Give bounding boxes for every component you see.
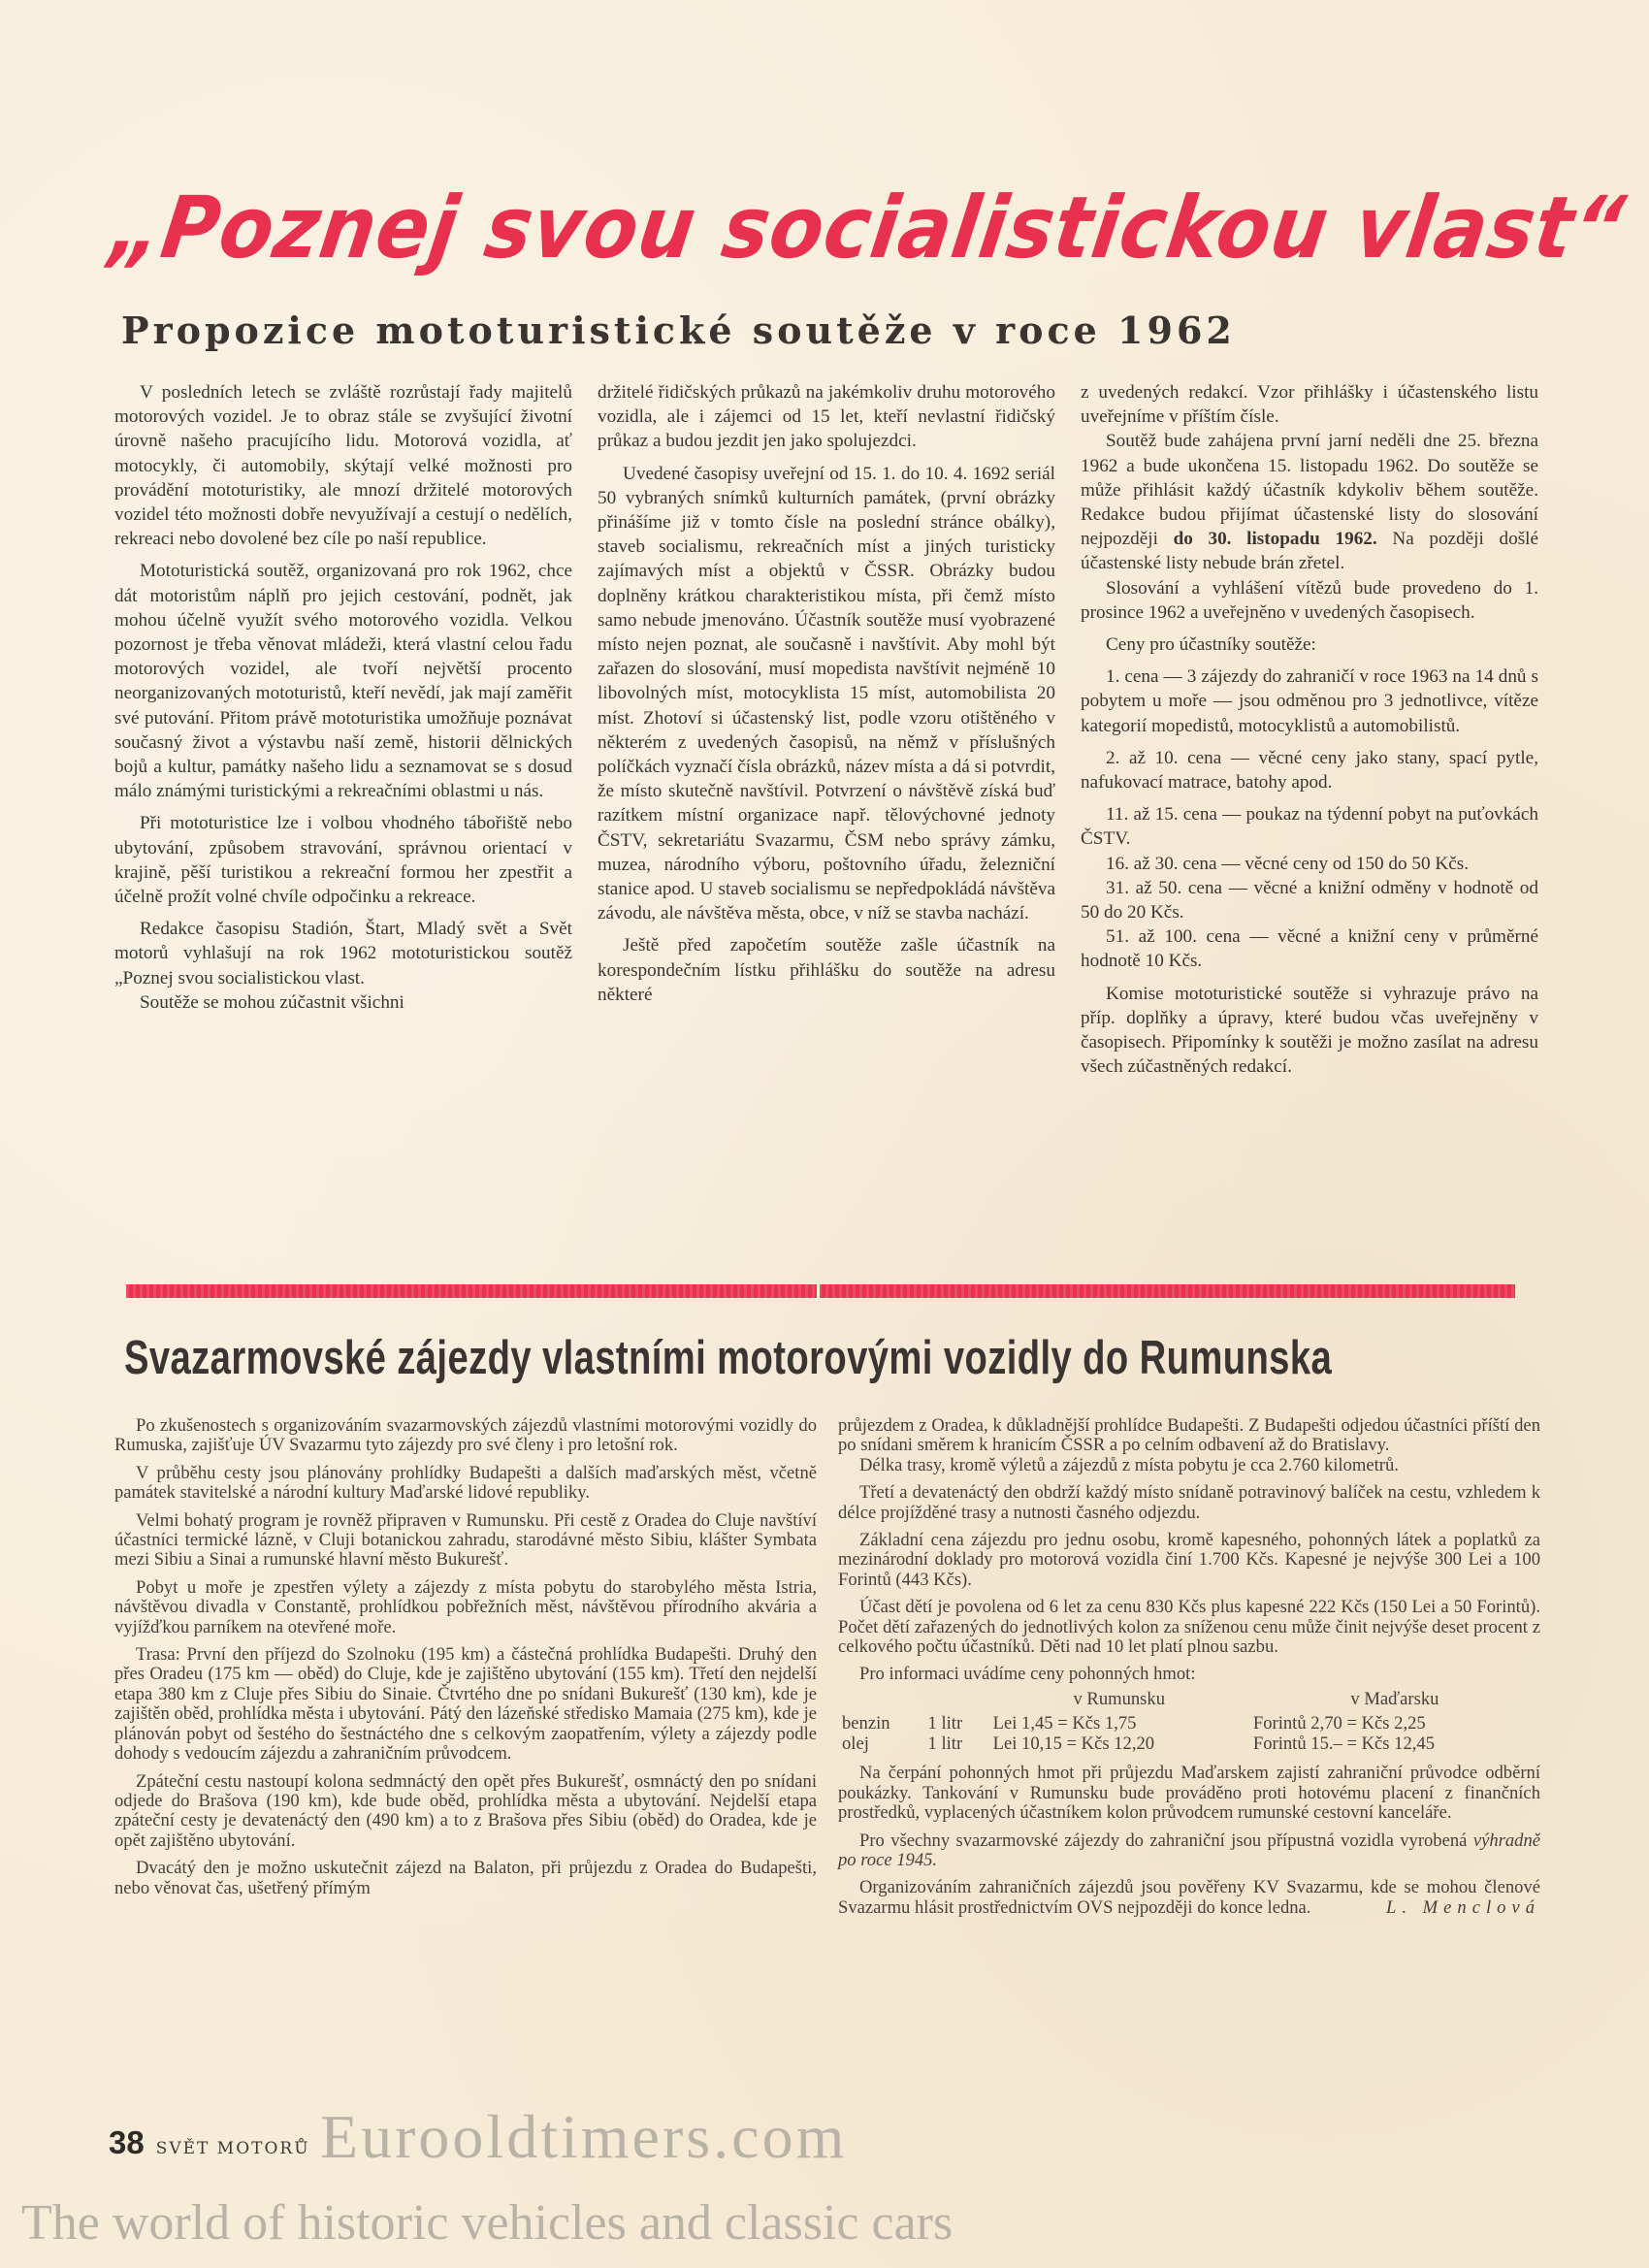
paragraph: Redakce časopisu Stadión, Štart, Mladý svět a Svět motorů vyhlašují na rok 1962 mototuristickou soutěž „Poznej svou socialistickou vlast. (114, 919, 572, 988)
article1-column-3 (1081, 380, 1538, 1086)
paragraph (838, 1878, 1540, 1918)
article-script-title: „Poznej svou socialistickou vlast“ (104, 178, 1632, 277)
paragraph: Mototuristická soutěž, organizovaná pro rok 1962, chce dát motoristům náplň pro jejich cestování, podnět, jak mohou účelně využít svého motorového vozidla. Velkou pozornost je třeba věnovat mládeži, která vlastní celou řadu motorových vozidel, ale tvoří největší procento neorganizovaných mototuristů, kteří nevědí, jak mají zaměřit své putování. Přitom právě mototuristika umožňuje poznávat současný život a výstavbu naší země, historii dělnických bojů a kultur, památky našeho lidu a seznamovat se s dosud málo známými turistickými a rekreačními oblastmi u nás. (114, 561, 572, 802)
fuel-row-benzin (838, 1713, 1540, 1733)
paragraph: Zpáteční cestu nastoupí kolona sedmnáctý den opět přes Bukurešť, osmnáctý den po snídani odjede do Brašova (190 km), kde bude oběd, prohlídka města a ubytování. Nejdelší etapa zpáteční cesty je devatenáctý den (490 km) a to z Brašova přes Sibiu (oběd) do Oradea, kde je opět zajištěno ubytování. (114, 1770, 817, 1851)
paragraph: Uvedené časopisy uveřejní od 15. 1. do 10. 4. 1692 seriál 50 vybraných snímků kulturních památek, (první obrázky přinášíme již v tomto čísle na poslední stránce obálky), staveb socialismu, rekreačních míst a jiných turisticky zajímavých míst a objektů v ČSSR. Obrázky budou doplněny krátkou charakteristikou místa, při čemž místo samo nebude jmenováno. Účastník soutěže musí vyobrazené místo nejen poznat, ale současně i navštívit. Aby mohl být zařazen do slosování, musí mopedista navštívit nejméně 10 libovolných míst, motocyklista 15 míst, automobilista 20 míst. Zhotoví si účastenský list, podle vzoru otištěného v některém z uvedených časopisů, na němž v příslušných políčkách vyznačí čísla obrázků, název místa a dá si potvrdit, že místo skutečně navštívil. Potvrzení o návštěvě získá buď razítkem místní organizace např. tělovýchovné jednoty ČSTV, sekretariátu Svazarmu, ČSM nebo správy zámku, muzea, národního výboru, poštovního úřadu, železniční stanice apod. U staveb socialismu se nepředpokládá návštěva závodu, ale návštěva města, obce, v níž se stavba nachází. (598, 463, 1055, 924)
article-subtitle: Propozice mototuristické soutěže v roce 1962 (121, 308, 1236, 352)
prize-item: 11. až 15. cena — poukaz na týdenní pobyt na puťovkách ČSTV. (1081, 804, 1538, 850)
fuel-price-table (838, 1689, 1540, 1754)
red-divider-bar (126, 1284, 1515, 1298)
watermark-tagline: The world of historic vehicles and classic cars (21, 2195, 954, 2251)
article1-column-1 (114, 380, 572, 1086)
paragraph: průjezdem z Oradea, k důkladnější prohlídce Budapešti. Z Budapešti odjedou účastníci příští den po snídani směrem k hranicím ČSSR a po celním odbavení až do Bratislavy. (838, 1415, 1540, 1456)
paragraph: Při mototuristice lze i volbou vhodného tábořiště nebo ubytování, způsobem stravování, správnou orientací v krajině, pěší turistikou a rekreační formou her zpestřit a účelně prožít volné chvíle odpočinku a rekreace. (114, 813, 572, 908)
fuel-item: olej (842, 1733, 869, 1755)
magazine-name: SVĚT MOTORŮ (155, 2139, 310, 2158)
fuel-price-romania: Lei 1,45 = Kčs 1,75 (992, 1713, 1137, 1734)
prize-item: 31. až 50. cena — věcné a knižní odměny v hodnotě od 50 do 20 Kčs. (1081, 877, 1538, 923)
prize-item: 1. cena — 3 zájezdy do zahraničí v roce 1963 na 14 dnů s pobytem u moře — jsou odměnou pro 3 jednotlivce, vítěze kategorií mopedistů, motocyklistů a automobilistů. (1081, 666, 1538, 736)
emphasis-italic: výhradně po roce 1945. (838, 1830, 1540, 1870)
prize-item: 2. až 10. cena — věcné ceny jako stany, spací pytle, nafukovací matrace, batohy apod. (1081, 747, 1538, 794)
paragraph: Slosování a vyhlášení vítězů bude provedeno do 1. prosince 1962 a uveřejněno v uvedených časopisech. (1081, 577, 1538, 623)
article2-body (114, 1416, 1540, 1926)
fuel-header-cell (838, 1689, 924, 1713)
paragraph: Trasa: První den příjezd do Szolnoku (195 km) a částečná prohlídka Budapešti. Druhý den přes Oradeu (175 km — oběd) do Cluje, kde je zajištěno ubytování (155 km). Třetí den nejdelší etapa 380 km z Cluje přes Sibiu do Sinaie. Čtvrtého dne po snídani Bukurešť (130 km), kde je zajištěn oběd, prohlídka města i ubytování. Pátý den lázeňské středisko Mamaia (275 km), kde je plánován pobyt od šestého do šestnáctého dne s celkovým zaopatřením, výlety a zájezdy podle dohody s vedoucím zájezdu a zahraničním průvodcem. (114, 1644, 817, 1765)
paragraph: Účast dětí je povolena od 6 let za cenu 830 Kčs plus kapesné 222 Kčs (150 Lei a 50 Forintů). Počet dětí zařazených do jednotlivých kolon za sníženou cenu může činit nejvýše deset procent z celkového počtu účastníků. Děti nad 10 let platí plnou sazbu. (838, 1597, 1540, 1658)
fuel-price-romania: Lei 10,15 = Kčs 12,20 (992, 1733, 1155, 1755)
deadline-bold: do 30. listopadu 1962. (1173, 529, 1377, 550)
paragraph: držitelé řidičských průkazů na jakémkoliv druhu motorového vozidla, ale i zájemci od 15 let, kteří nevlastní řidičský průkaz a budou jezdit jen jako spolujezdci. (598, 382, 1055, 452)
divider-gap (817, 1282, 820, 1300)
fuel-item: benzin (842, 1713, 890, 1734)
article1-column-2 (598, 380, 1055, 1086)
fuel-price-hungary: Forintů 15.– = Kčs 12,45 (1252, 1733, 1436, 1755)
fuel-unit: 1 litr (927, 1713, 963, 1734)
page-number: 38 (109, 2124, 145, 2160)
paragraph: Délka trasy, kromě výletů a zájezdů z místa pobytu je cca 2.760 kilometrů. (859, 1454, 1399, 1475)
text: Organizováním zahraničních zájezdů jsou pověřeny KV Svazarmu, kde se mohou členové Svazarmu hlásit prostřednictvím OVS nejpozději do konce ledna. (838, 1877, 1540, 1918)
fuel-table-header (838, 1689, 1540, 1713)
paragraph: Po zkušenostech s organizováním svazarmovských zájezdů vlastními motorovými vozidly do Rumuska, zajišťuje ÚV Svazarmu tyto zájezdy pro své členy i pro letošní rok. (114, 1415, 817, 1456)
article1-body (114, 380, 1540, 1086)
paragraph: Na čerpání pohonných hmot při průjezdu Maďarskem zajistí zahraniční průvodce odběrní poukázky. Tankování v Rumunsku bude prováděno proti hotovému placení z finančních prostředků, vyplacených účastníkem kolon průvodcem rumunské cestovní kanceláře. (838, 1763, 1540, 1824)
fuel-price-hungary: Forintů 2,70 = Kčs 2,25 (1252, 1713, 1426, 1734)
text: Na později došlé účastenské listy nebude brán zřetel. (1081, 529, 1539, 574)
fuel-header-cell (924, 1689, 989, 1713)
paragraph: Základní cena zájezdu pro jednu osobu, kromě kapesného, pohonných látek a poplatků za mezinárodní doklady pro motorová vozidla činí 1.700 Kčs. Kapesné je nejvýše 300 Lei a 100 Forintů (443 Kčs). (838, 1530, 1540, 1590)
prize-item: 51. až 100. cena — věcné a knižní ceny v průměrné hodnotě 10 Kčs. (1081, 926, 1538, 972)
paragraph (1081, 429, 1538, 575)
paragraph: V posledních letech se zvláště rozrůstají řady majitelů motorových vozidel. Je to obraz stále se zvyšující životní úrovně našeho pracujícího lidu. Motorová vozidla, ať motocykly, či automobily, skýtají velké možnosti pro provádění mototuristiky, ale mnozí držitelé motorových vozidel této možnosti dobře nevyužívají a cestují o nedělích, rekreaci nebo dovolené bez cíle po naší republice. (114, 382, 572, 550)
paragraph: Pobyt u moře je zpestřen výlety a zájezdy z místa pobytu do starobylého města Istria, návštěvou divadla v Constantě, prohlídkou pobřežních měst, návštěvou přírodního akvária a vyjížďkou parníkem na otevřené moře. (114, 1576, 817, 1637)
text: Pro všechny svazarmovské zájezdy do zahraniční jsou přípustná vozidla vyrobená (859, 1830, 1468, 1851)
prize-item: 16. až 30. cena — věcné ceny od 150 do 50 Kčs. (1106, 853, 1470, 874)
article2-column-2 (838, 1416, 1540, 1926)
author-signature: L. Menclová (1386, 1896, 1540, 1918)
fuel-unit: 1 litr (927, 1733, 963, 1755)
paragraph: Komise mototuristické soutěže si vyhrazuje právo na příp. doplňky a úpravy, které budou včas uveřejněny v časopisech. Připomínky k soutěži je možno zasílat na adresu všech zúčastněných redakcí. (1081, 983, 1538, 1078)
paragraph: Dvacátý den je možno uskutečnit zájezd na Balaton, při průjezdu z Oradea do Budapešti, nebo věnovat čas, ušetřený přímým (114, 1858, 817, 1898)
text: Soutěž bude zahájena první jarní neděli dne 25. března 1962 a bude ukončena 15. listopadu 1962. Do soutěže se může přihlásit každý účastník kdykoliv během soutěže. Redakce budou přijímat účastenské listy do slosování nejpozději (1081, 431, 1538, 550)
paragraph: Pro informaci uvádíme ceny pohonných hmot: (859, 1664, 1196, 1685)
fuel-header-cell: v Maďarsku (1350, 1688, 1439, 1709)
paragraph: z uvedených redakcí. Vzor přihlášky i účastenského listu uveřejníme v příštím čísle. (1081, 382, 1538, 428)
fuel-row-olej (838, 1733, 1540, 1754)
paragraph: Třetí a devatenáctý den obdrží každý místo snídaně potravinový balíček na cestu, vzhledem k délce projížděné trasy a nutnosti časného odjezdu. (838, 1482, 1540, 1523)
paragraph: Velmi bohatý program je rovněž připraven v Rumunsku. Při cestě z Oradea do Cluje navštíví účastníci termické lázně, v Cluji botanickou zahradu, starodávné město Sibiu, klášter Symbata mezi Sibiu a Sinai a rumunské hlavní město Bukurešť. (114, 1509, 817, 1571)
paragraph: Soutěže se mohou zúčastnit všichni (140, 991, 404, 1013)
article2-headline: Svazarmovské zájezdy vlastními motorovými vozidly do Rumunska (124, 1332, 1333, 1384)
article2-column-1 (114, 1416, 817, 1926)
paragraph: Ceny pro účastníky soutěže: (1106, 634, 1316, 656)
paragraph: V průběhu cesty jsou plánovány prohlídky Budapešti a dalších maďarských měst, včetně památek stavitelské a národní kultury Maďarské lidové republiky. (114, 1462, 817, 1504)
watermark-site: Eurooldtimers.com (320, 2102, 848, 2171)
paragraph (838, 1831, 1540, 1871)
paragraph: Ještě před započetím soutěže zašle účastník na korespondečním lístku přihlášku do soutěže na adresu některé (598, 935, 1055, 1005)
fuel-header-cell: v Rumunsku (1073, 1688, 1166, 1709)
page-footer (109, 2124, 310, 2161)
